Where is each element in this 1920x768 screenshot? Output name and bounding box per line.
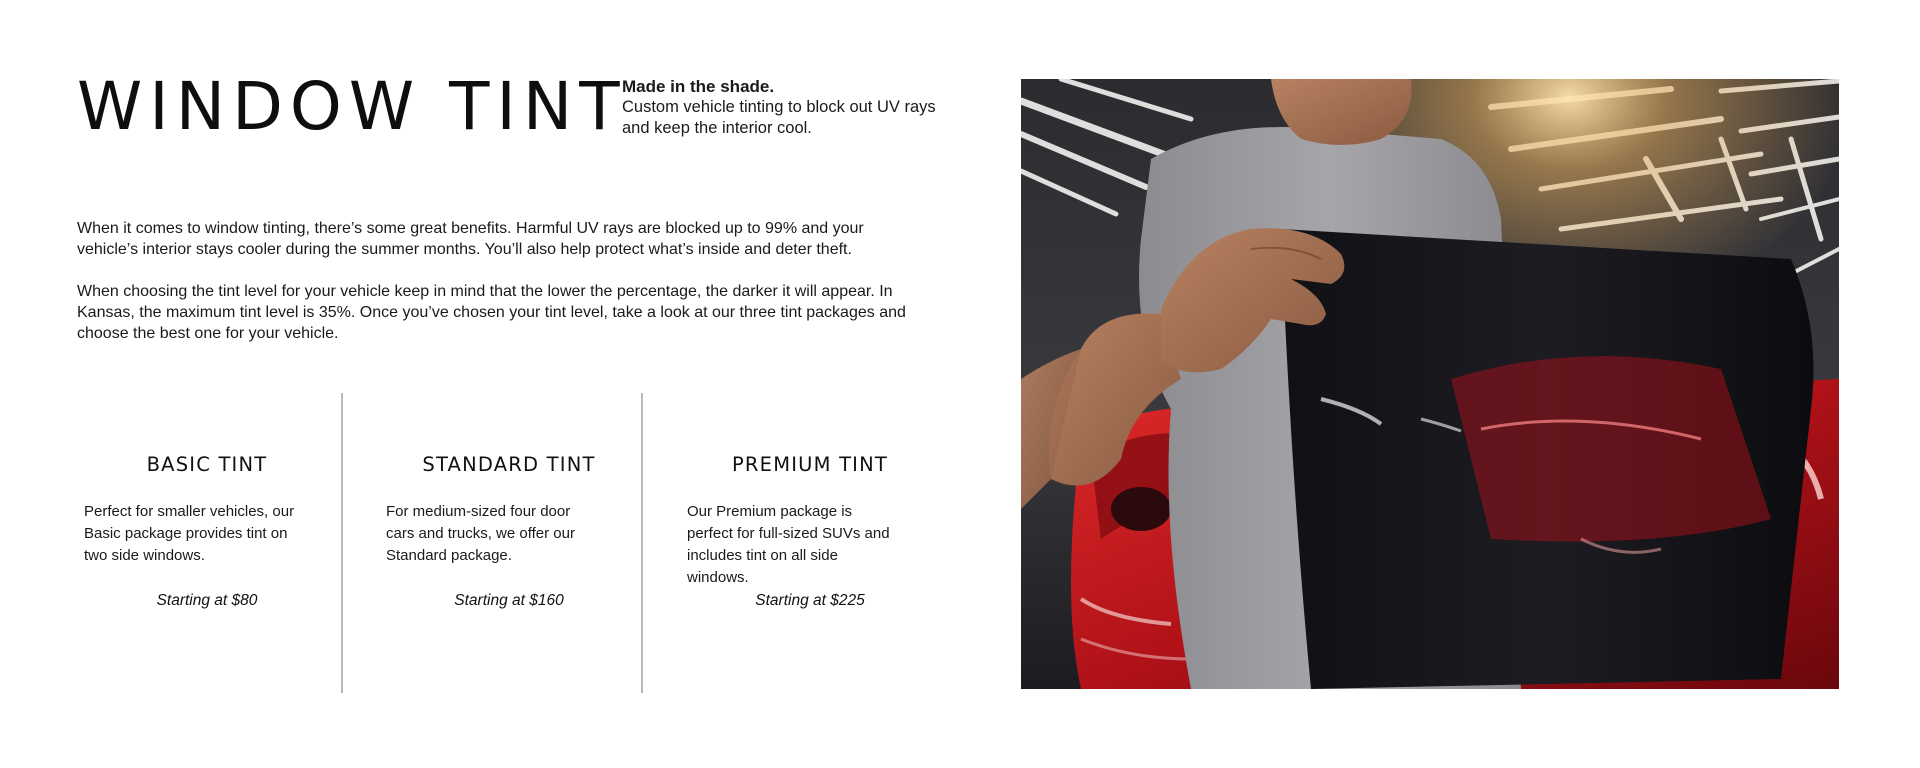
tagline-heading: Made in the shade. bbox=[622, 77, 775, 96]
package-title: PREMIUM TINT bbox=[731, 453, 889, 476]
package-premium bbox=[680, 393, 940, 693]
package-description: Our Premium package is perfect for full-sized SUVs and includes tint on all side windows. bbox=[687, 503, 890, 586]
intro-text bbox=[77, 218, 917, 365]
package-title: STANDARD TINT bbox=[422, 453, 596, 476]
package-description: Perfect for smaller vehicles, our Basic package provides tint on two side windows. bbox=[84, 503, 295, 564]
tint-packages bbox=[77, 393, 925, 693]
tagline-text: Custom vehicle tinting to block out UV rays and keep the interior cool. bbox=[622, 98, 936, 137]
tagline bbox=[622, 76, 952, 139]
package-divider bbox=[341, 393, 343, 693]
package-price: Starting at $225 bbox=[755, 592, 865, 609]
intro-paragraph-benefits: When it comes to window tinting, there’s some great benefits. Harmful UV rays are blocked up to 99% and your vehicle’s interior stays cooler during the summer months. You’ll also help protect what’s inside and deter theft. bbox=[77, 220, 864, 258]
package-standard bbox=[379, 393, 639, 693]
package-price: Starting at $160 bbox=[454, 592, 564, 609]
package-divider bbox=[641, 393, 643, 693]
package-price: Starting at $80 bbox=[156, 592, 258, 609]
package-basic bbox=[77, 393, 337, 693]
package-title: BASIC TINT bbox=[146, 453, 268, 476]
tint-photo-image bbox=[1021, 79, 1839, 689]
intro-paragraph-tint-level: When choosing the tint level for your vehicle keep in mind that the lower the percentage, the darker it will appear. In Kansas, the maximum tint level is 35%. Once you’ve chosen your tint level, take a look at our three tint packages and choose the best one for your vehicle. bbox=[77, 283, 906, 342]
page-title: WINDOW TINT bbox=[77, 68, 627, 145]
package-description: For medium-sized four door cars and trucks, we offer our Standard package. bbox=[386, 503, 575, 564]
